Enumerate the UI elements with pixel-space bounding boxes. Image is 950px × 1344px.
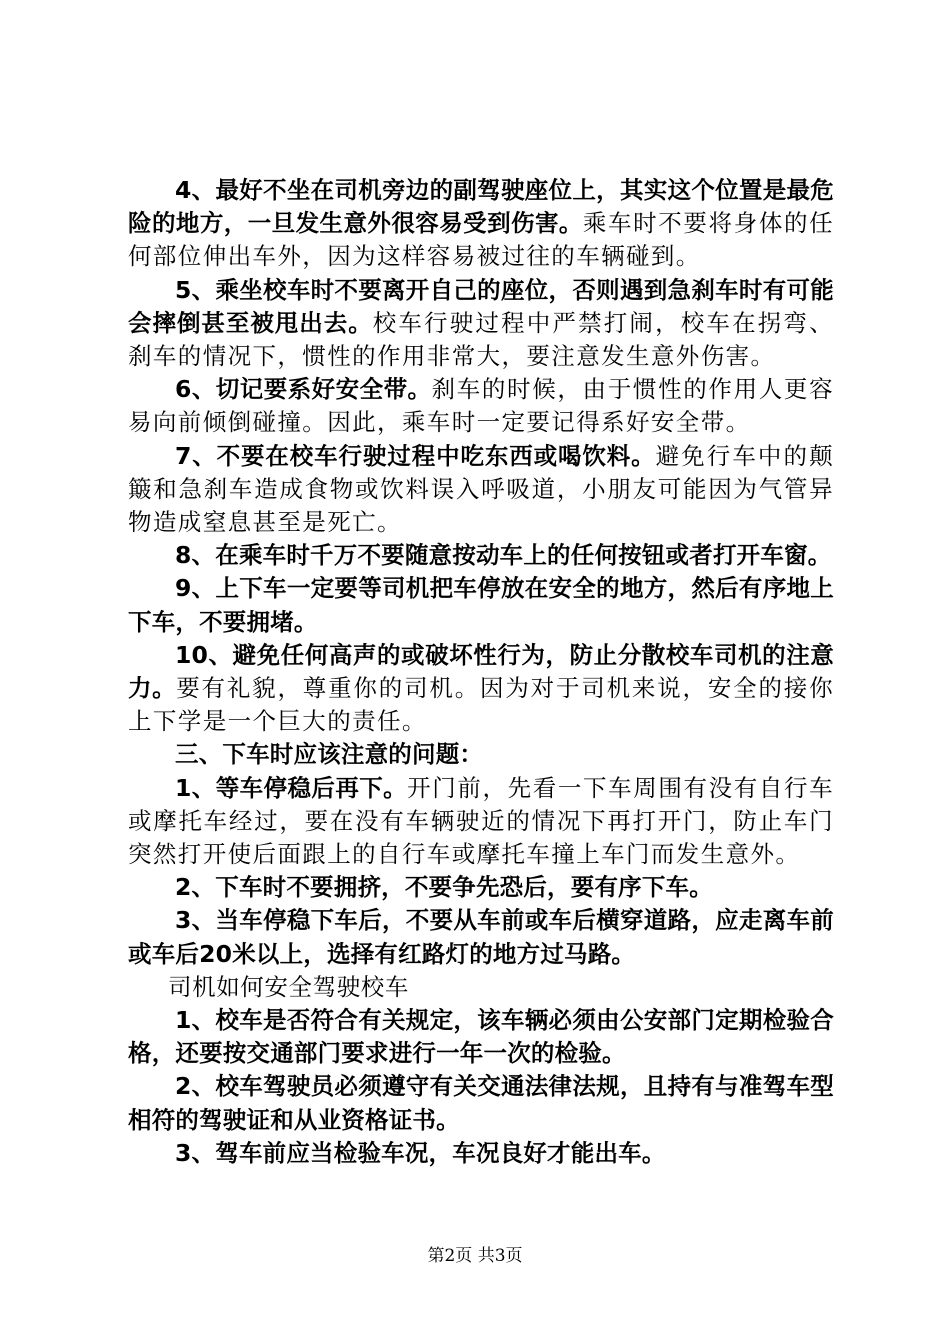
section-heading [128,738,834,771]
paragraph-bold-text: 9、上下车一定要等司机把车停放在安全的地方，然后有序地上下车，不要拥堵。 [128,574,834,636]
paragraph-3 [128,373,834,439]
paragraph-bold-text: 2、下车时不要拥挤，不要争先恐后，要有序下车。 [175,873,713,902]
paragraph-bold-text: 1、等车停稳后再下。 [175,773,408,802]
paragraph-4 [128,440,834,540]
paragraph-normal-text: 校车行驶过程中严禁打闹，校车在拐弯、刹车的情况下，惯性的作用非常大，要注意发生意外伤害。 [128,308,834,371]
paragraph-9 [128,871,834,904]
document-body [128,174,834,1170]
paragraph-normal-text: 避免行车中的颠簸和急刹车造成食物或饮料误入呼吸道，小朋友可能因为气管异物造成窒息甚至是死亡。 [128,441,834,537]
paragraph-2 [128,274,834,374]
paragraph-normal-text: 要有礼貌，尊重你的司机。因为对于司机来说，安全的接你上下学是一个巨大的责任。 [128,674,834,736]
paragraph-bold-text: 8、在乘车时千万不要随意按动车上的任何按钮或者打开车窗。 [175,541,832,570]
paragraph-normal-text: 刹车的时候，由于惯性的作用人更容易向前倾倒碰撞。因此，乘车时一定要记得系好安全带。 [128,375,834,437]
subsection-title [128,971,834,1004]
paragraph-normal-text: 乘车时不要将身体的任何部位伸出车外，因为这样容易被过往的车辆碰到。 [128,209,834,271]
paragraph-7 [128,639,834,739]
paragraph-bold-text: 1、校车是否符合有关规定，该车辆必须由公安部门定期检验合格，还要按交通部门要求进行一年一次的检验。 [128,1006,834,1068]
paragraph-bold-text: 7、不要在校车行驶过程中吃东西或喝饮料。 [175,441,656,470]
paragraph-13 [128,1137,834,1170]
paragraph-bold-text: 3、驾车前应当检验车况，车况良好才能出车。 [175,1138,666,1167]
paragraph-12 [128,1070,834,1136]
paragraph-bold-text: 5、乘坐校车时不要离开自己的座位，否则遇到急刹车时有可能会摔倒甚至被甩出去。 [128,275,834,337]
subsection-title-text: 司机如何安全驾驶校车 [168,972,409,1001]
paragraph-10 [128,904,834,970]
page-footer: 第2页 共3页 [427,1246,523,1266]
paragraph-bold-text: 10、避免任何高声的或破坏性行为，防止分散校车司机的注意力。 [128,640,834,703]
paragraph-6 [128,572,834,638]
paragraph-bold-text: 3、当车停稳下车后，不要从车前或车后横穿道路，应走离车前或车后20米以上，选择有红路灯的地方过马路。 [128,906,834,968]
paragraph-8 [128,772,834,872]
paragraph-1 [128,174,834,274]
paragraph-bold-text: 2、校车驾驶员必须遵守有关交通法律法规，且持有与准驾车型相符的驾驶证和从业资格证书。 [128,1072,834,1134]
section-heading-text: 三、下车时应该注意的问题： [175,740,484,769]
paragraph-bold-text: 4、最好不坐在司机旁边的副驾驶座位上，其实这个位置是最危险的地方，一旦发生意外很容易受到伤害。 [128,176,834,238]
paragraph-normal-text: 开门前，先看一下车周围有没有自行车或摩托车经过，要在没有车辆驶近的情况下再打开门，防止车门突然打开使后面跟上的自行车或摩托车撞上车门而发生意外。 [128,773,834,869]
paragraph-11 [128,1004,834,1070]
paragraph-bold-text: 6、切记要系好安全带。 [175,375,432,404]
paragraph-5 [128,539,834,572]
